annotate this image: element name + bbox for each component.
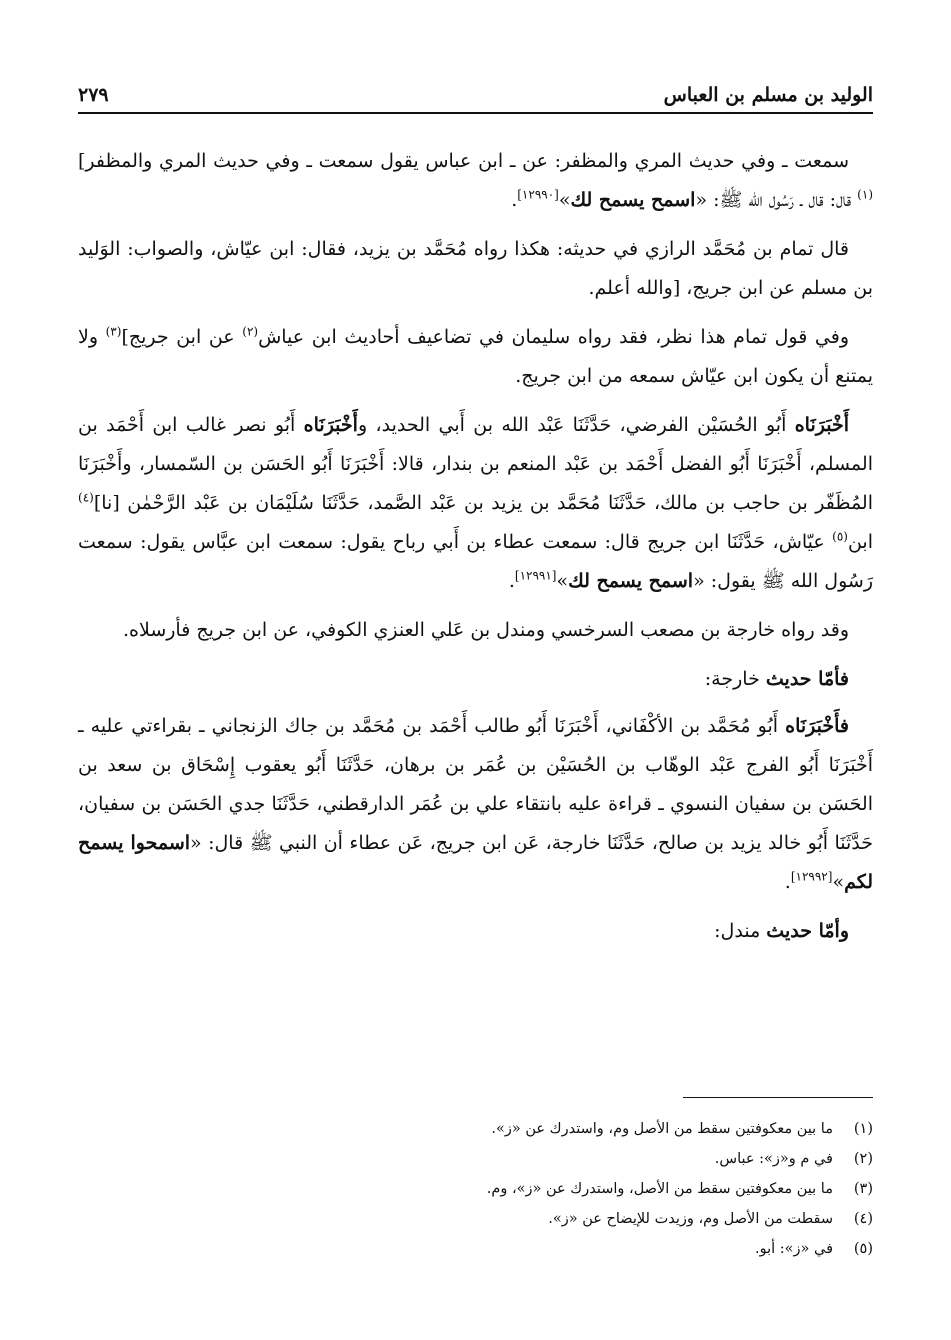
- text-run: عيّاش، حَدَّثَنَا ابن جريج قال: سمعت عطاء بن أَبي رباح يقول: سمعت ابن عبَّاس يقول: سمعت رَسُول الله ﷺ يقول: «: [78, 531, 873, 592]
- footnote-marker: (٤): [78, 490, 94, 505]
- text-run: وقد رواه خارجة بن مصعب السرخسي ومندل بن عَلي العنزي الكوفي، عن ابن جريج فأرسلاه.: [122, 619, 849, 641]
- page-number: ٢٧٩: [78, 84, 109, 106]
- text-run: سمعت ـ وفي حديث المري والمظفر: عن ـ ابن عباس يقول سمعت ـ وفي حديث المري والمظفر]: [78, 150, 849, 172]
- bold-text: اسمح يسمح لك: [568, 570, 694, 592]
- text-run: .: [511, 189, 518, 211]
- text-run: »: [556, 570, 569, 592]
- bold-text: اسمحوا يسمح لكم: [78, 832, 873, 893]
- footnote-text: ما بين معكوفتين سقط من الأصل، واستدرك عن «ز»، وم.: [486, 1181, 833, 1197]
- text-run: قال تمام بن مُحَمَّد الرازي في حديثه: هكذا رواه مُحَمَّد بن يزيد، فقال: ابن عيّاش، والصواب: الوَليد بن مسلم عن ابن جريج، [والله أعلم.: [78, 238, 873, 299]
- footnote-marker: (٢): [242, 324, 259, 339]
- paragraph-2: [78, 230, 873, 308]
- bold-text: أَخْبَرَنَاه: [794, 414, 849, 436]
- footnote-marker: (٥): [832, 529, 848, 544]
- footnote-text: في م و«ز»: عباس.: [714, 1151, 833, 1167]
- bold-text: فأَخْبَرَنَاه: [785, 715, 849, 737]
- footnote-2: [78, 1144, 873, 1174]
- footnote-marker: (٣): [105, 324, 122, 339]
- paragraph-3: [78, 318, 873, 396]
- footnote-text: في «ز»: أبو.: [754, 1241, 833, 1257]
- footnote-number: (١): [853, 1121, 873, 1137]
- footnote-number: (٣): [853, 1181, 873, 1197]
- footnotes-list: [78, 1114, 873, 1264]
- footnote-3: [78, 1174, 873, 1204]
- text-run: أَبُو نصر غالب ابن أَحْمَد بن المسلم، أَخْبَرَنَا أَبُو الفضل أَحْمَد بن عَبْد المنعم بن بندار، قالا: أَخْبَرَنَا أَبُو الحَسَن بن السّمسار، وأَخْبَرَنَا المُظَفّر بن حاجب بن مالك، حَدَّثَنَا مُحَمَّد بن يزيد بن عَبْد الصَّمد، حَدَّثَنَا سُلَيْمَان بن عَبْد الرَّحْمٰن [نا]: [78, 414, 873, 514]
- paragraph-1: [78, 142, 873, 220]
- running-header-title: الوليد بن مسلم بن العباس: [663, 84, 873, 106]
- footnote-number: (٥): [853, 1241, 873, 1257]
- footnote-number: (٢): [853, 1151, 873, 1167]
- text-run: ولا يمتنع أن يكون ابن عيّاش سمعه من ابن جريج.: [78, 326, 873, 387]
- footnote-4: [78, 1204, 873, 1234]
- text-run: »: [832, 871, 845, 893]
- text-run: عن ابن جريج]: [121, 326, 243, 348]
- text-run: ابن: [847, 531, 873, 553]
- footnote-text: سقطت من الأصل وم، وزيدت للإيضاح عن «ز».: [548, 1211, 833, 1227]
- paragraph-4: [78, 406, 873, 601]
- bold-text: أَخْبَرَنَاه: [303, 414, 358, 436]
- text-run: قال: قال ـ رَسُول الله ﷺ: «: [695, 189, 858, 211]
- footnote-5: [78, 1234, 873, 1264]
- hadith-number: [١٢٩٩٢]: [790, 869, 833, 884]
- main-text: [78, 142, 873, 959]
- section-heading-kharija-bold: فأمّا حديث: [765, 668, 849, 690]
- text-run: أَبُو مُحَمَّد بن الأكْفَاني، أَخْبَرَنَا أَبُو طالب أَحْمَد بن مُحَمَّد بن جاك الزنجاني ـ بقراءتي عليه ـ أَخْبَرَنَا أَبُو الفرج عَبْد الوهّاب بن الحُسَيْن بن عُمَر بن برهان، حَدَّثَنَا أَبُو يعقوب إِسْحَاق بن سعد بن الحَسَن بن سفيان النسوي ـ قراءة عليه بانتقاء علي بن عُمَر الدارقطني، حَدَّثَنَا جدي الحَسَن بن سفيان، حَدَّثَنَا أَبُو خالد يزيد بن صالح، حَدَّثَنَا خارجة، عَن ابن جريج، عَن عطاء أن النبي ﷺ قال: «: [78, 715, 873, 854]
- footnote-marker: (١): [857, 187, 873, 202]
- section-heading-mandal: [78, 912, 873, 951]
- paragraph-6: [78, 707, 873, 902]
- hadith-number: [١٢٩٩١]: [514, 568, 557, 583]
- text-run: وفي قول تمام هذا نظر، فقد رواه سليمان في تضاعيف أحاديث ابن عياش: [258, 326, 849, 348]
- footnote-number: (٤): [853, 1211, 873, 1227]
- text-run: أَبُو الحُسَيْن الفرضي، حَدَّثَنَا عَبْد الله بن أَبي الحديد، و: [357, 414, 795, 436]
- section-heading-kharija: [78, 660, 873, 699]
- bold-text: اسمح يسمح لك: [570, 189, 696, 211]
- running-header: [78, 66, 873, 114]
- paragraph-5: [78, 611, 873, 650]
- section-heading-mandal-rest: مندل:: [714, 920, 767, 942]
- text-run: »: [558, 189, 571, 211]
- section-heading-kharija-rest: خارجة:: [704, 668, 766, 690]
- footnote-1: [78, 1114, 873, 1144]
- text-run: .: [508, 570, 515, 592]
- footnote-text: ما بين معكوفتين سقط من الأصل وم، واستدرك عن «ز».: [491, 1121, 833, 1137]
- footnote-divider: [683, 1097, 873, 1098]
- hadith-number: [١٢٩٩٠]: [517, 187, 559, 202]
- text-run: .: [784, 871, 791, 893]
- section-heading-mandal-bold: وأمّا حديث: [766, 920, 849, 942]
